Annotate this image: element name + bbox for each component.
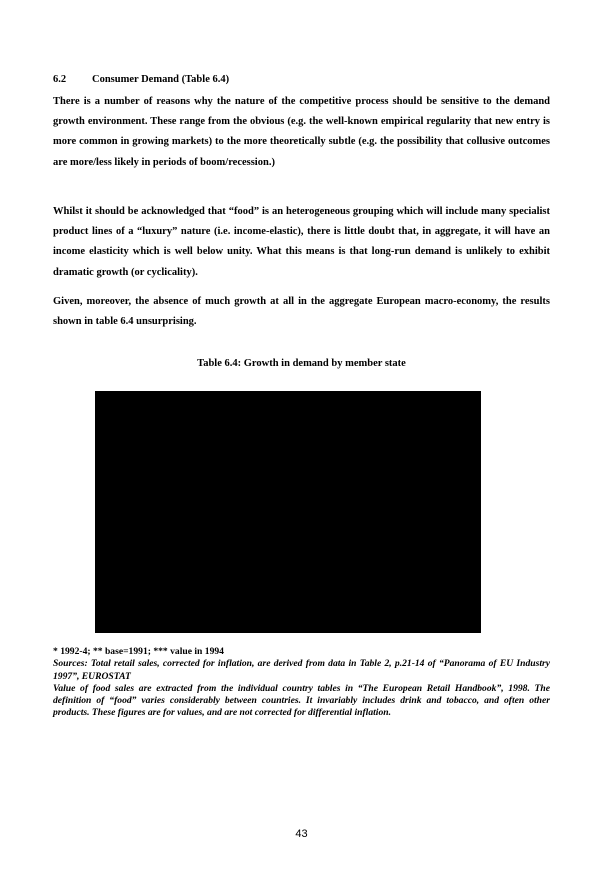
- table-image-redacted: [95, 391, 481, 633]
- section-title: Consumer Demand (Table 6.4): [92, 74, 230, 85]
- paragraph-income-elasticity: Whilst it should be acknowledged that “food” is an heterogeneous grouping which will include many specialist product lines of a “luxury” nature (i.e. income-elastic), there is little doubt that, in aggregate, it will have an income elasticity which is well below unity. What this means is that long-run demand is unlikely to exhibit dramatic growth (or cyclicality).: [53, 206, 550, 278]
- table-title: Table 6.4: Growth in demand by member state: [197, 358, 406, 369]
- sources-note: Sources: Total retail sales, corrected for inflation, are derived from data in Table 2, p.21-14 of “Panorama of EU Industry 1997”, EUROSTAT: [53, 658, 550, 682]
- section-heading: [53, 73, 229, 87]
- section-number: 6.2: [53, 74, 67, 85]
- paragraph-macro-economy: Given, moreover, the absence of much growth at all in the aggregate European macro-economy, the results shown in table 6.4 unsurprising.: [53, 296, 550, 328]
- food-sales-note: Value of food sales are extracted from the individual country tables in “The European Retail Handbook”, 1998. The definition of “food” varies considerably between countries. It invariably includes drink and tobacco, and often other products. These figures are for values, and are not corrected for differential inflation.: [53, 682, 550, 719]
- footnote-markers: * 1992-4; ** base=1991; *** value in 1994: [53, 646, 224, 657]
- table-notes: [53, 646, 550, 720]
- page-number: 43: [295, 828, 308, 840]
- paragraph-competitive-process: There is a number of reasons why the nature of the competitive process should be sensitive to the demand growth environment. These range from the obvious (e.g. the well-known empirical regularity that new entry is more common in growing markets) to the more theoretically subtle (e.g. the possibility that collusive outcomes are more/less likely in periods of boom/recession.): [53, 96, 550, 168]
